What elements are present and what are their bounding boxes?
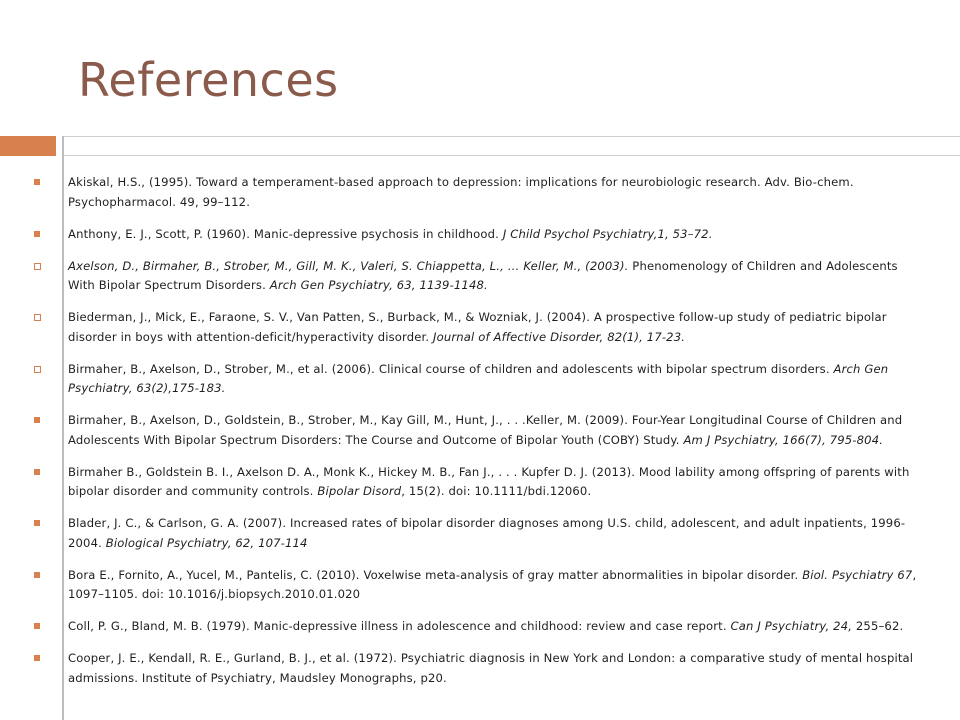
reference-text: Phenomenology of Children and Adolescents With Bipolar Spectrum Disorders. (68, 258, 898, 292)
reference-item (32, 360, 920, 399)
reference-item (32, 225, 920, 245)
reference-item (32, 308, 920, 347)
reference-italic-text: Arch Gen Psychiatry, 63(2),175-183. (68, 361, 889, 395)
reference-italic-text: Axelson, D., Birmaher, B., Strober, M., Gill, M. K., Valeri, S. Chiappetta, L., … Keller, M., (2003). (68, 258, 629, 273)
filled-square-icon (34, 655, 40, 661)
hollow-square-icon (34, 366, 41, 373)
references-list (32, 173, 920, 701)
reference-italic-text: Am J Psychiatry, 166(7), 795-804. (683, 432, 884, 447)
reference-italic-text: Biol. Psychiatry 67 (802, 567, 913, 582)
reference-item (32, 463, 920, 502)
reference-italic-text: Biological Psychiatry, 62, 107-114 (105, 535, 308, 550)
reference-text: Bora E., Fornito, A., Yucel, M., Pantelis, C. (2010). Voxelwise meta-analysis of gray matter abnormalities in bipolar disorder. (68, 567, 803, 582)
reference-text: Birmaher B., Goldstein B. I., Axelson D. A., Monk K., Hickey M. B., Fan J., . . . Kupfer D. J. (2013). Mood lability among offspring of parents with bipolar disorder and community controls. (68, 464, 910, 498)
reference-item (32, 617, 920, 637)
hollow-square-icon (34, 314, 41, 321)
hollow-square-icon (34, 263, 41, 270)
reference-italic-text: Can J Psychiatry, 24, (730, 619, 853, 633)
reference-text: Birmaher, B., Axelson, D., Goldstein, B., Strober, M., Kay Gill, M., Hunt, J., . . .Keller, M. (2009). Four-Year Longitudinal Course of Children and Adolescents With Bipolar Spectrum Disorders: The Course and Outcome of Bipolar Youth (COBY) Study. (68, 413, 903, 447)
reference-item (32, 649, 920, 688)
reference-text: Coll, P. G., Bland, M. B. (1979). Manic-depressive illness in adolescence and childhood: review and case report. (68, 619, 731, 633)
reference-text: Cooper, J. E., Kendall, R. E., Gurland, B. J., et al. (1972). Psychiatric diagnosis in New York and London: a comparative study of mental hospital admissions. Institute of Psychiatry, Maudsley Monographs, p20. (68, 651, 914, 685)
reference-item (32, 173, 920, 212)
reference-text: Birmaher, B., Axelson, D., Strober, M., et al. (2006). Clinical course of children and adolescents with bipolar spectrum disorders. (68, 361, 834, 376)
filled-square-icon (34, 623, 40, 629)
reference-item (32, 257, 920, 296)
title-accent-bar (0, 136, 56, 156)
filled-square-icon (34, 572, 40, 578)
reference-item (32, 514, 920, 553)
reference-italic-text: Bipolar Disord (317, 484, 402, 498)
title-divider-bar (63, 136, 960, 156)
reference-text: Akiskal, H.S., (1995). Toward a temperament-based approach to depression: implications for neurobiologic research. Adv. Bio-chem. Psychopharmacol. 49, 99–112. (68, 175, 854, 209)
reference-text: 255–62. (852, 619, 904, 633)
reference-text: , 15(2). doi: 10.1111/bdi.12060. (401, 484, 592, 498)
filled-square-icon (34, 469, 40, 475)
reference-text: Biederman, J., Mick, E., Faraone, S. V., Van Patten, S., Burback, M., & Wozniak, J. (2004). A prospective follow-up study of pediatric bipolar disorder in boys with attention-deficit/hyperactivity disorder. (68, 310, 887, 344)
reference-text: Blader, J. C., & Carlson, G. A. (2007). Increased rates of bipolar disorder diagnoses among U.S. child, adolescent, and adult inpatients, 1996-2004. (68, 516, 906, 550)
reference-text: , 1097–1105. doi: 10.1016/j.biopsych.2010.01.020 (68, 567, 917, 601)
reference-item (32, 411, 920, 450)
filled-square-icon (34, 231, 40, 237)
filled-square-icon (34, 520, 40, 526)
filled-square-icon (34, 179, 40, 185)
reference-text: Anthony, E. J., Scott, P. (1960). Manic-depressive psychosis in childhood. (68, 226, 503, 241)
reference-item (32, 566, 920, 605)
reference-italic-text: J Child Psychol Psychiatry,1, 53–72. (502, 226, 713, 241)
reference-italic-text: Journal of Affective Disorder, 82(1), 17-23. (433, 329, 686, 344)
filled-square-icon (34, 417, 40, 423)
page-title: References (78, 53, 339, 107)
reference-italic-text: Arch Gen Psychiatry, 63, 1139-1148. (269, 278, 488, 292)
